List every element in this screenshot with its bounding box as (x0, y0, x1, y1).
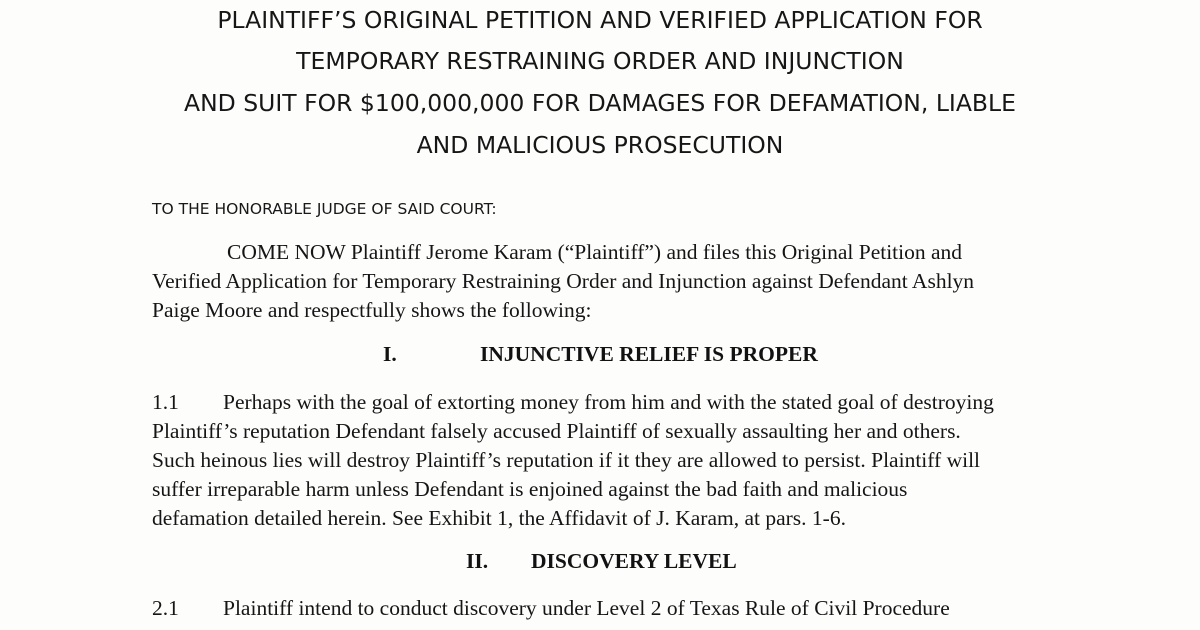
section-numeral: I. (383, 342, 397, 366)
title-line: TEMPORARY RESTRAINING ORDER AND INJUNCTION (296, 47, 904, 75)
paragraph-line: Perhaps with the goal of extorting money from him and with the stated goal of destroying (223, 390, 994, 414)
paragraph-number: 1.1 (152, 390, 179, 414)
section-title: INJUNCTIVE RELIEF IS PROPER (480, 342, 818, 366)
paragraph-line: defamation detailed herein. See Exhibit 1, the Affidavit of J. Karam, at pars. 1-6. (152, 506, 846, 530)
section-title: DISCOVERY LEVEL (531, 549, 737, 573)
paragraph-line: suffer irreparable harm unless Defendant is enjoined against the bad faith and malicious (152, 477, 908, 501)
intro-line: Paige Moore and respectfully shows the following: (152, 298, 592, 322)
salutation: TO THE HONORABLE JUDGE OF SAID COURT: (152, 200, 497, 218)
intro-line: Verified Application for Temporary Restraining Order and Injunction against Defendant Ashlyn (152, 269, 975, 293)
paragraph-line: Such heinous lies will destroy Plaintiff’s reputation if it they are allowed to persist. Plaintiff will (152, 448, 981, 472)
paragraph-line: Plaintiff’s reputation Defendant falsely accused Plaintiff of sexually assaulting her and others. (152, 419, 961, 443)
paragraph-number: 2.1 (152, 596, 179, 620)
title-line: PLAINTIFF’S ORIGINAL PETITION AND VERIFIED APPLICATION FOR (217, 6, 983, 34)
intro-line: COME NOW Plaintiff Jerome Karam (“Plaintiff”) and files this Original Petition and (227, 240, 963, 264)
title-line: AND MALICIOUS PROSECUTION (416, 131, 784, 159)
title-line: AND SUIT FOR $100,000,000 FOR DAMAGES FOR DEFAMATION, LIABLE (184, 89, 1016, 117)
paragraph-line: Plaintiff intend to conduct discovery under Level 2 of Texas Rule of Civil Procedure (223, 596, 950, 620)
section-numeral: II. (466, 549, 489, 573)
